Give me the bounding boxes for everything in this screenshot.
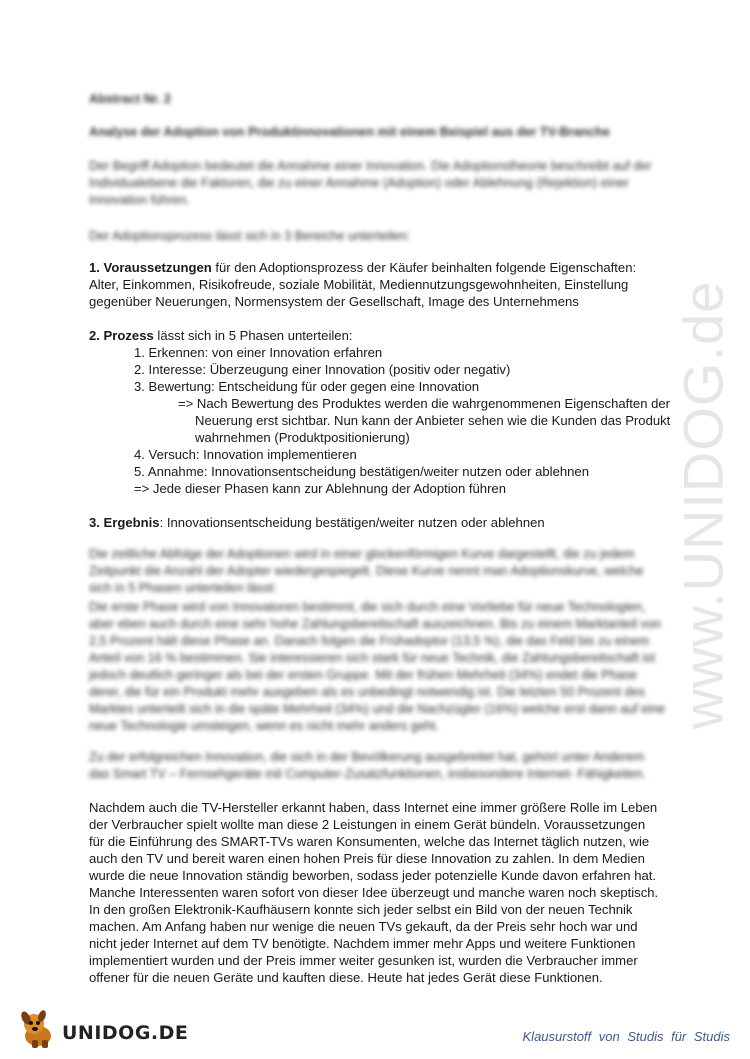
section-ergebnis <box>89 514 667 531</box>
blurred-paragraph: Zu der erfolgreichen Innovation, die sich in der Bevölkerung ausgebreitet hat, gehört unter Anderem das Smart TV – Fernsehgeräte mit Computer-Zusatzfunktionen, insbesondere Internet- Fähigkeiten. <box>89 750 646 781</box>
phase-item: 2. Interesse: Überzeugung einer Innovation (positiv oder negativ) <box>134 362 511 377</box>
logo-text: UNIDOG.DE <box>62 1022 189 1044</box>
blurred-paragraph: Die erste Phase wird von Innovatoren bestimmt, die sich durch eine Vorliebe für neue Technologien, aber eben auch durch eine sehr hohe Zahlungsbereitschaft auszeichnen. Bis zu einem Marktanteil von 2,5 Prozent hält diese Phase an. Danach folgen die Frühadoptor (13,5 %), die das Feld bis zu einem Anteil von 16 % bestimmen. Sie interessieren sich stark für neue Technik, die Zahlungsbereitschaft ist jedoch deutlich geringer als bei der ersten Gruppe. Mit der frühen Mehrheit (34%) endet die Phase derer, die für ein Produkt mehr ausgeben als es unbedingt notwendig ist. Die letzten 50 Prozent des Marktes unterteilt sich in die späte Mehrheit (34%) und die Nachzügler (16%) welche erst dann auf eine neue Technologie umsteigen, wenn es nicht mehr anders geht. <box>89 600 666 733</box>
blurred-title: Abstract Nr. 2 <box>89 92 171 106</box>
section-heading: 2. Prozess <box>89 328 154 343</box>
blurred-paragraph: Der Begriff Adoption bedeutet die Annahme einer Innovation. Die Adoptionstheorie beschreibt auf der Individualebene die Faktoren, die zu einer Annahme (Adoption) oder Ablehnung (Rejektion) einer Innovation führen. <box>89 159 652 207</box>
phase-item: 4. Versuch: Innovation implementieren <box>134 447 357 462</box>
body-paragraph: Nachdem auch die TV-Hersteller erkannt haben, dass Internet eine immer größere Rolle im Leben der Verbraucher spielt wollte man diese 2 Leistungen in einem Gerät bündeln. Voraussetzungen für die Einführung des SMART-TVs waren Konsumenten, welche das Internet täglich nutzen, wie auch den TV und bereit waren einen hohen Preis für diese Innovation zu zahlen. In dem Medien wurde die neue Innovation ständig beworben, sodass jeder potenzielle Kunde davon erfahren hat. Manche Interessenten waren sofort von dieser Idee überzeugt und manche waren noch skeptisch. In den großen Elektronik-Kaufhäusern konnte sich jeder selbst ein Bild von der neuen Technik machen. Am Anfang haben nur wenige die neuen TVs gekauft, da der Preis sehr hoch war und nicht jeder Internet auf dem TV benötigte. Nachdem immer mehr Apps und weitere Funktionen implementiert wurden und der Preis immer weiter gesunken ist, wurden die Verbraucher immer offener für die neuen Geräte und kauften diese. Heute hat jedes Gerät diese Funktionen. <box>89 800 659 985</box>
section-text: : Innovationsentscheidung bestätigen/weiter nutzen oder ablehnen <box>159 515 545 530</box>
section-text: lässt sich in 5 Phasen unterteilen: <box>153 328 353 343</box>
phase-item: 5. Annahme: Innovationsentscheidung bestätigen/weiter nutzen oder ablehnen <box>134 464 589 479</box>
footer-tagline: Klausurstoff von Studis für Studis <box>522 1029 730 1044</box>
blurred-paragraph: Die zeitliche Abfolge der Adoptionen wird in einer glockenförmigen Kurve dargestellt, die zu jedem Zeitpunkt die Anzahl der Adopter wiedergespiegelt. Diese Kurve nennt man Adoptionskurve, welche sich in 5 Phasen unterteilen lässt: <box>89 547 644 595</box>
section-prozess <box>89 327 667 344</box>
watermark-text: www.UNIDOG.de <box>671 280 735 730</box>
blurred-paragraph: Der Adoptionsprozess lässt sich in 3 Bereiche unterteilen: <box>89 229 411 243</box>
phase-item: 1. Erkennen: von einer Innovation erfahren <box>134 345 383 360</box>
phase-item: 3. Bewertung: Entscheidung für oder gegen eine Innovation <box>134 379 480 394</box>
phase-note: => Jede dieser Phasen kann zur Ablehnung der Adoption führen <box>134 481 506 496</box>
blurred-subtitle: Analyse der Adoption von Produktinnovationen mit einem Beispiel aus der TV-Branche <box>89 125 610 139</box>
section-text: für den Adoptionsprozess der Käufer beinhalten folgende Eigenschaften: Alter, Einkommen, Risikofreude, soziale Mobilität, Mediennutzungsgewohnheiten, Einstellung gegenüber Neuerungen, Normensystem der Gesellschaft, Image des Unternehmens <box>89 260 637 309</box>
section-voraussetzungen <box>89 259 667 310</box>
section-heading: 1. Voraussetzungen <box>89 260 212 275</box>
dog-icon <box>18 1010 64 1050</box>
unidog-logo <box>18 1010 189 1050</box>
section-heading: 3. Ergebnis <box>89 515 160 530</box>
phase-note: => Nach Bewertung des Produktes werden die wahrgenommenen Eigenschaften der Neuerung erst sichtbar. Nun kann der Anbieter sehen wie die Kunden das Produkt wahrnehmen (Produktpositionierung) <box>178 396 671 445</box>
